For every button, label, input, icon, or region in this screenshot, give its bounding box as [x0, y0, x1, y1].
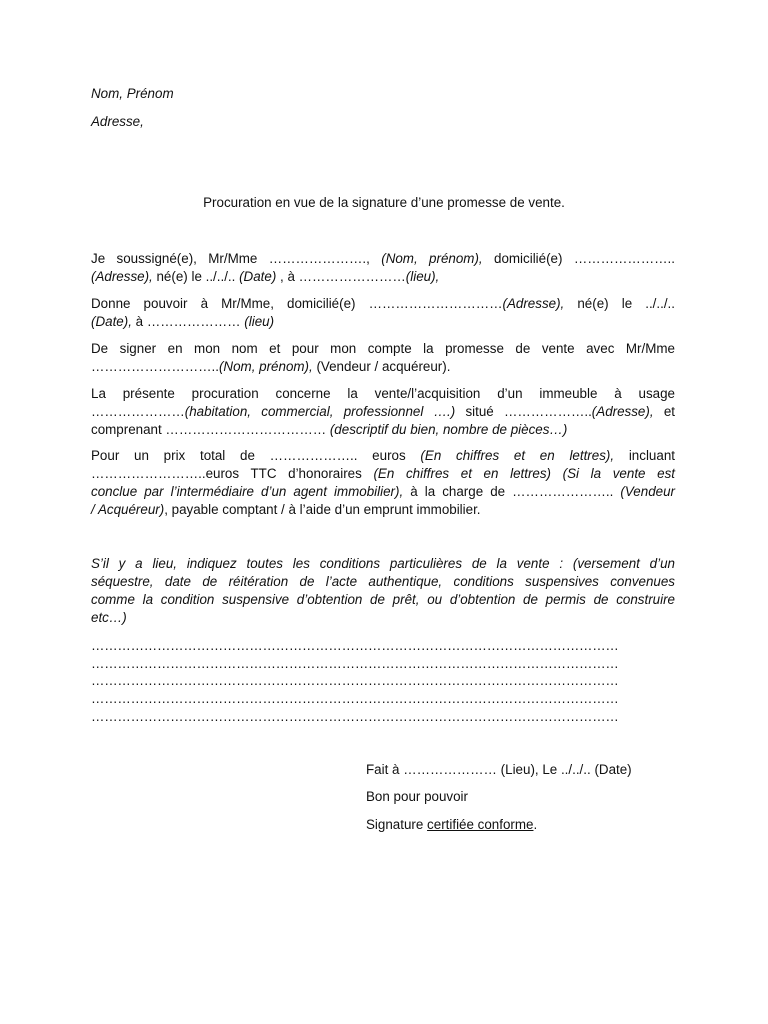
text-span: domicilié(e) …………………..: [482, 251, 675, 266]
para5-line4: [91, 501, 675, 519]
conditions-line2: séquestre, date de réitération de l’acte authentique, conditions suspensives convenues: [91, 574, 675, 589]
conditions-line3: comme la condition suspensive d’obtention de prêt, ou d’obtention de permis de construire: [91, 592, 675, 607]
text-span: ………………………..: [91, 359, 219, 374]
text-span: Signature: [366, 817, 428, 832]
text-span: (Vendeur: [620, 484, 675, 499]
text-span: à la charge de …………………..: [403, 484, 621, 499]
text-span: Pour un prix total de ……………….. euros: [91, 448, 421, 463]
text-span: (Date): [239, 269, 277, 284]
text-span: incluant: [614, 448, 675, 463]
para5-line1: [91, 447, 675, 465]
para5-line3: [91, 483, 675, 501]
para5-line2: [91, 465, 675, 483]
text-span: .: [533, 817, 538, 832]
fill-in-line: …………………………………………………………………………………………………………: [91, 709, 619, 724]
certified-text: certifiée conforme: [427, 817, 534, 832]
fill-in-line: …………………………………………………………………………………………………………: [91, 673, 619, 688]
text-span: (Nom, prénom),: [218, 359, 313, 374]
fill-in-line: …………………………………………………………………………………………………………: [91, 638, 619, 653]
fill-in-line: …………………………………………………………………………………………………………: [91, 691, 619, 706]
text-span: …………………: [91, 404, 185, 419]
text-span: à …………………: [131, 314, 245, 329]
text-span: conclue par l’intermédiaire d’un agent immobilier),: [91, 484, 404, 499]
text-span: (habitation, commercial, professionnel ….): [184, 404, 456, 419]
conditions-line1: S’il y a lieu, indiquez toutes les conditions particulières de la vente : (versement d’un: [91, 556, 675, 571]
text-span: / Acquéreur): [91, 502, 165, 517]
text-span: et: [653, 404, 675, 419]
text-span: (Nom, prénom),: [381, 251, 483, 266]
text-span: (En chiffres et en lettres) (Si la vente est: [373, 466, 675, 481]
text-span: (Adresse),: [91, 269, 153, 284]
para4-line3: [91, 421, 675, 439]
signature-line: [366, 816, 537, 834]
text-span: (lieu),: [405, 269, 440, 284]
para2-line2: [91, 313, 675, 331]
text-span: (descriptif du bien, nombre de pièces…): [329, 422, 568, 437]
para2-line1: [91, 295, 675, 313]
para4-line1: La présente procuration concerne la vente/l’acquisition d’un immeuble à usage: [91, 386, 675, 401]
document-title: Procuration en vue de la signature d’une promesse de vente.: [203, 195, 565, 210]
text-span: , à ……………………: [276, 269, 406, 284]
text-span: (En chiffres et en lettres),: [420, 448, 615, 463]
para4-line2: [91, 403, 675, 421]
text-span: , payable comptant / à l’aide d’un emprunt immobilier.: [164, 502, 481, 517]
text-span: né(e) le ../../..: [152, 269, 240, 284]
fill-in-line: …………………………………………………………………………………………………………: [91, 656, 619, 671]
sender-address: Adresse,: [91, 114, 144, 129]
text-span: situé ………………..: [455, 404, 592, 419]
text-span: (Vendeur / acquéreur).: [312, 359, 451, 374]
para3-line2: [91, 358, 675, 376]
signature-approval: Bon pour pouvoir: [366, 789, 468, 804]
para3-line1: De signer en mon nom et pour mon compte la promesse de vente avec Mr/Mme: [91, 341, 675, 356]
text-span: Donne pouvoir à Mr/Mme, domicilié(e) …………………………: [91, 296, 503, 311]
text-span: ……………………..euros TTC d’honoraires: [91, 466, 374, 481]
text-span: (Adresse),: [591, 404, 654, 419]
text-span: Je soussigné(e), Mr/Mme ………………….,: [91, 251, 382, 266]
signature-place-date: Fait à ………………… (Lieu), Le ../../.. (Date): [366, 762, 632, 777]
text-span: né(e) le ../../..: [564, 296, 676, 311]
text-span: comprenant ………………………………: [91, 422, 330, 437]
para1-line2: [91, 268, 675, 286]
conditions-line4: etc…): [91, 610, 127, 625]
text-span: (Date),: [91, 314, 132, 329]
text-span: (lieu): [244, 314, 275, 329]
sender-name: Nom, Prénom: [91, 86, 174, 101]
para1-line1: [91, 250, 675, 268]
text-span: (Adresse),: [502, 296, 565, 311]
